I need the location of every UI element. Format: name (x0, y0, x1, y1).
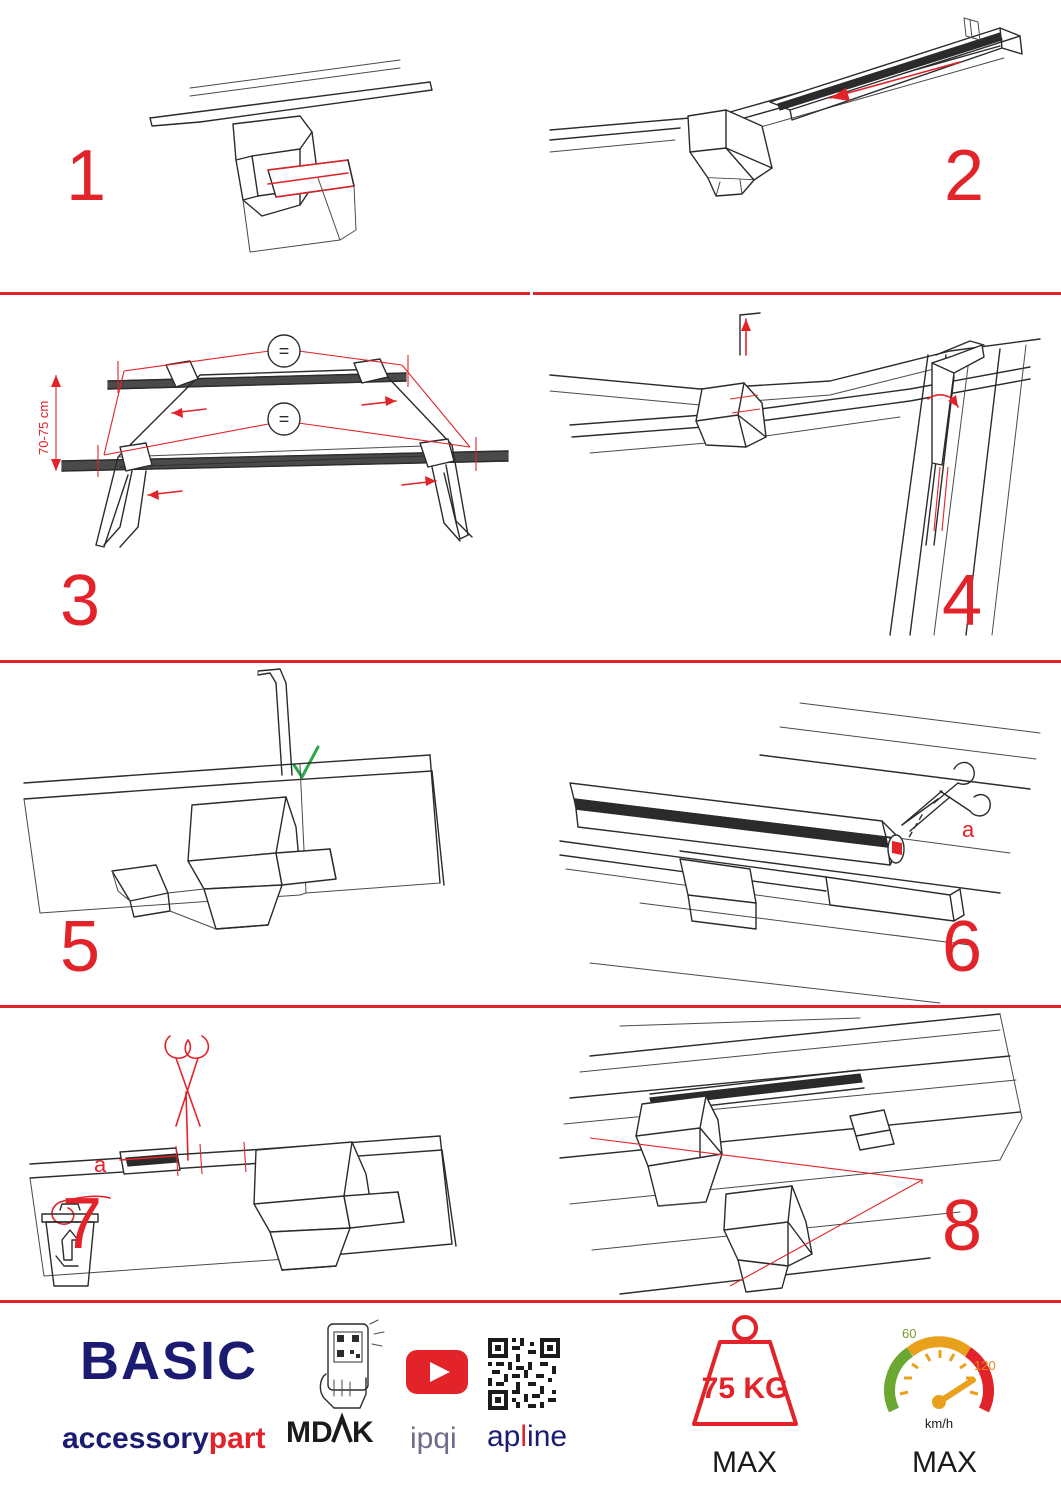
gauge-tick-60: 60 (902, 1326, 917, 1341)
weight-limit-icon (680, 1314, 810, 1444)
step-1-panel (0, 0, 530, 292)
step-7-panel (0, 1008, 530, 1300)
gauge-unit: km/h (924, 1416, 954, 1431)
speed-limit-label: MAX (912, 1446, 978, 1479)
logo-apline-ine: ine (527, 1420, 568, 1453)
step-4-number: 4 (942, 561, 983, 641)
step-3-number: 3 (60, 561, 101, 641)
step-7-label-a: a (94, 1152, 107, 1177)
brand-accessorypart (62, 1422, 265, 1456)
step-6-number: 6 (942, 907, 983, 987)
qr-code-icon (486, 1336, 562, 1412)
brand-part-text: part (208, 1422, 266, 1455)
weight-limit-value: 75 KG (701, 1372, 789, 1405)
step-5-panel (0, 663, 530, 1005)
weight-limit-label: MAX (712, 1446, 778, 1479)
svg-text:K: K (352, 1416, 374, 1449)
step-2-panel (530, 0, 1061, 292)
step-8-panel (530, 1008, 1061, 1300)
brand-accessory-text: accessory (62, 1422, 209, 1455)
step-2-number: 2 (944, 136, 985, 216)
svg-text:=: = (278, 409, 290, 429)
logo-apline-a: ap (487, 1420, 521, 1453)
step-4-panel (530, 295, 1061, 660)
logo-mdak (286, 1412, 396, 1456)
logo-ipqi: ipqi (410, 1422, 457, 1455)
scissors-icon-red (165, 1036, 208, 1160)
step-8-number: 8 (942, 1186, 983, 1266)
brand-basic: BASIC (80, 1331, 259, 1391)
qr-scan-phone-icon (310, 1320, 390, 1412)
svg-text:MD: MD (286, 1416, 333, 1449)
gauge-tick-120: 120 (974, 1358, 996, 1373)
step-6-label-a: a (962, 817, 975, 842)
footer (0, 1300, 1061, 1500)
step-5-number: 5 (60, 907, 101, 987)
step-1-number: 1 (66, 136, 107, 216)
logo-apline-l: l (520, 1420, 528, 1453)
speed-limit-icon (876, 1316, 1002, 1444)
step-3-panel (0, 295, 530, 660)
step-6-panel (530, 663, 1061, 1005)
step-7-number: 7 (62, 1184, 103, 1264)
logo-apline (487, 1420, 567, 1454)
youtube-icon[interactable] (406, 1350, 468, 1394)
step-3-dimension-label: 70-75 cm (36, 400, 51, 455)
svg-text:=: = (278, 341, 290, 361)
